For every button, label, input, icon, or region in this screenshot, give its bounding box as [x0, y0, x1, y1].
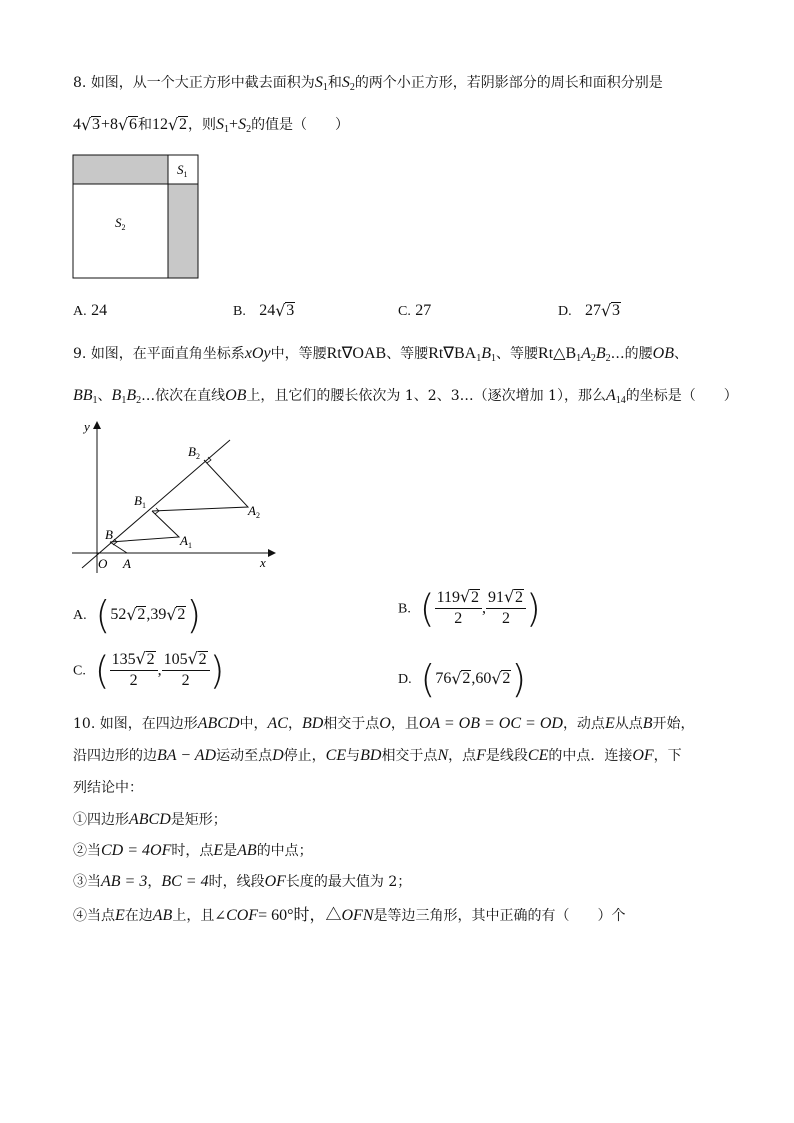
q10-line1: 10. 如图，在四边形ABCD中，AC，BD相交于点O，且OA = OB = OC = OD，动点E从点B开始，: [73, 715, 695, 732]
q8-figure: [72, 154, 200, 280]
q10-number: 10.: [73, 716, 96, 732]
q8-option-b[interactable]: B. 24√ 3: [233, 302, 295, 320]
q9-triangle-1: [110, 511, 179, 542]
q9-line1: 9. 如图，在平面直角坐标系xOy中，等腰Rt∇OAB、等腰$Rt\nabla BA_1B_1$、等腰$Rt\triangle B_1A_2B_2\dots$的腰OB、: [73, 345, 688, 364]
q8-option-c[interactable]: C. 27: [398, 302, 432, 319]
q8-option-a[interactable]: A. 24: [73, 302, 108, 319]
q10-conclusion-2: ②当CD = 4OF时，点E是AB的中点；: [73, 842, 313, 859]
q9-figure: [70, 415, 280, 575]
q9-label-x: x: [260, 555, 266, 570]
q9-label-b1: $B_1$: [134, 493, 146, 510]
q10-conclusion-1: ①四边形ABCD是矩形；: [73, 811, 227, 828]
q9-option-c[interactable]: C. ( $\frac{135√ 2}{2}$ , $\frac{105√ 2}{2}$ ): [73, 650, 224, 691]
q8-line1: 8. 如图，从一个大正方形中截去面积为$S_1$和$S_2$的两个小正方形，若阴影部分的周长和面积分别是: [73, 74, 663, 93]
q9-label-o: O: [98, 556, 108, 571]
q9-label-y: y: [84, 419, 90, 434]
q9-option-a[interactable]: A. (52√ 2,39√ 2): [73, 596, 201, 634]
q9-option-b[interactable]: B. ( $\frac{119√ 2}{2}$ , $\frac{91√ 2}{2}$ ): [398, 588, 541, 629]
q8-fig-s2: $S_2$: [115, 215, 126, 232]
q9-label-a1: $A_1$: [180, 533, 192, 550]
q9-number: 9.: [73, 346, 87, 362]
q9-label-b: B: [105, 527, 113, 542]
q10-conclusion-4: ④当点E在边AB上，且∠COF= 60°时，△OFN是等边三角形，其中正确的有（ ）个: [73, 907, 626, 924]
q9-label-b2: $B_2$: [188, 444, 200, 461]
q9-label-a: A: [123, 556, 131, 571]
q9-option-d[interactable]: D. (76√ 2,60√ 2): [398, 660, 526, 698]
q8-fig-s1: $S_1$: [177, 162, 188, 179]
q8-number: 8.: [73, 75, 87, 91]
q8-shade-top: [73, 155, 168, 184]
q9-label-a2: $A_2$: [248, 503, 260, 520]
q10-line3: 列结论中：: [73, 780, 143, 796]
q8-shade-right: [168, 184, 198, 278]
q9-triangle-2: [152, 460, 248, 511]
q9-line-ob: [82, 440, 230, 568]
q9-line2: $BB_1$、$B_1B_2\dots$依次在直线OB上，且它们的腰长依次为 1、2、3…（逐次增加 1），那么$A_{14}$的坐标是（ ）: [73, 387, 738, 406]
q8-line2: 4√ 3+8√ 6和12√ 2，则$S_1+S_2$的值是（ ）: [73, 114, 349, 135]
q10-line2: 沿四边形的边BA − AD运动至点D停止，CE与BD相交于点N，点F是线段CE的中点．连接OF，下: [73, 747, 682, 764]
q8-option-d[interactable]: D. 27√ 3: [558, 302, 621, 320]
q8-text: 如图，从一个大正方形中截去面积为: [90, 75, 315, 91]
q10-conclusion-3: ③当AB = 3，BC = 4时，线段OF长度的最大值为 2；: [73, 873, 412, 890]
